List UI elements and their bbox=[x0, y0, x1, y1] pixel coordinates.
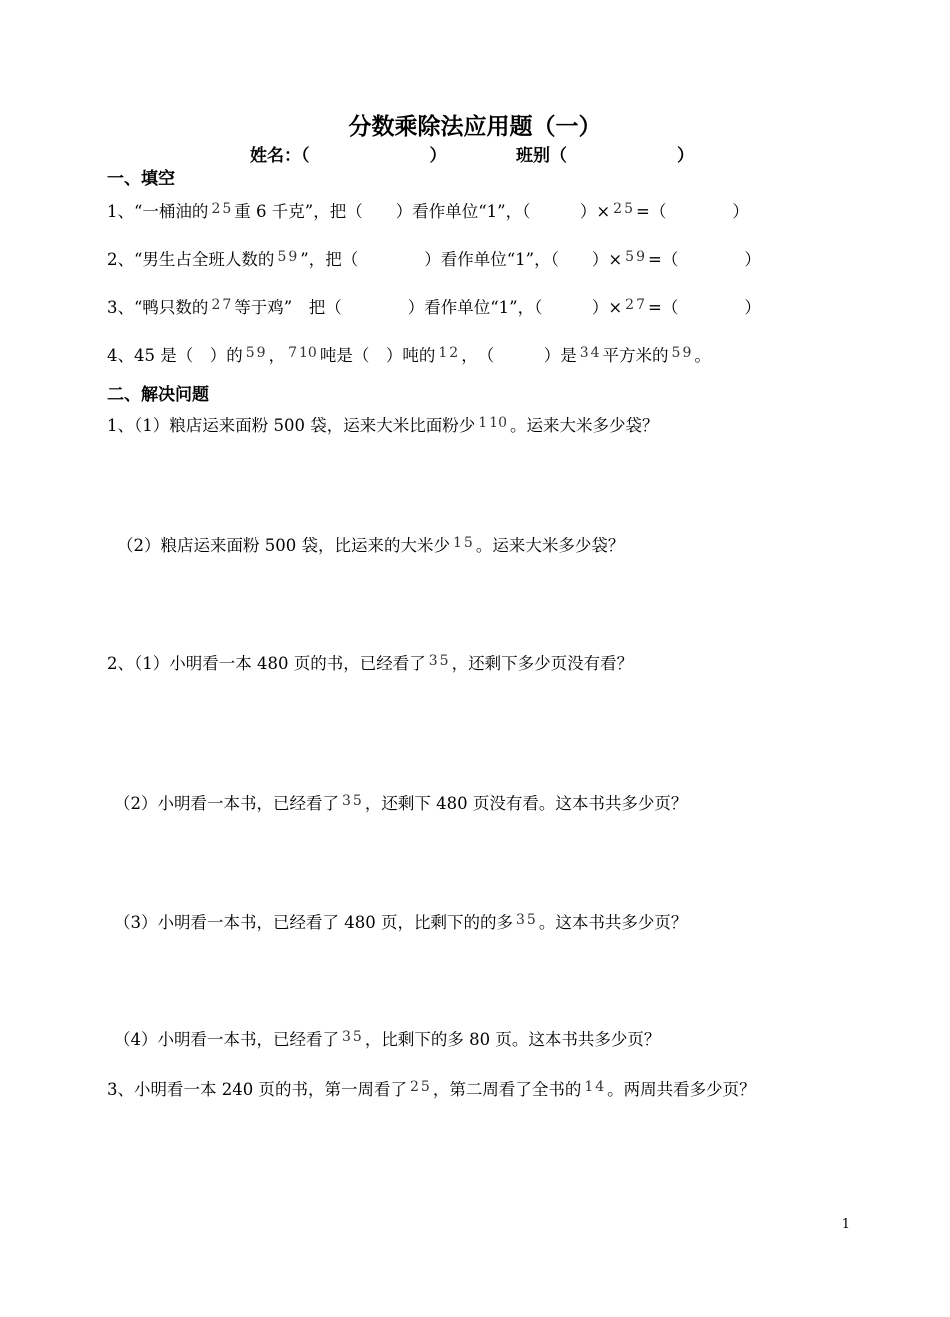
fraction: 5 9 bbox=[625, 249, 646, 266]
class-close: ） bbox=[677, 146, 694, 166]
page-number: 1 bbox=[841, 1217, 850, 1232]
class-label: 班别（ bbox=[516, 146, 567, 166]
text: 1、“一桶油的 bbox=[107, 202, 209, 221]
text: （2）小明看一本书，已经看了 bbox=[114, 794, 339, 813]
name-label: 姓名：（ bbox=[250, 146, 310, 166]
fraction: 3 5 bbox=[428, 653, 449, 670]
fraction: 2 5 bbox=[409, 1079, 430, 1096]
page-title: 分数乘除法应用题（一） bbox=[348, 113, 602, 140]
text: ，还剩下多少页没有看？ bbox=[451, 654, 634, 673]
problem-2-1 bbox=[107, 636, 633, 688]
text: =（ ） bbox=[648, 250, 761, 269]
text: 吨是（ ）吨的 bbox=[319, 346, 436, 365]
fraction: 3 5 bbox=[342, 1029, 362, 1046]
text: 。 bbox=[694, 346, 711, 365]
fraction: 3 5 bbox=[342, 793, 362, 810]
text: ， （ ）是 bbox=[461, 346, 577, 365]
text: 。两周共看多少页？ bbox=[607, 1080, 756, 1099]
text: ， bbox=[268, 346, 286, 365]
problem-3 bbox=[107, 1062, 756, 1114]
text: 。运来大米多少袋？ bbox=[475, 536, 625, 555]
text: 。运来大米多少袋？ bbox=[509, 416, 659, 435]
text: 重 6 千克”，把（ ）看作单位“1”，（ ）× bbox=[234, 202, 611, 221]
fraction: 1 4 bbox=[584, 1079, 605, 1096]
text: （3）小明看一本书，已经看了 480 页，比剩下的的多 bbox=[114, 913, 513, 932]
text: =（ ） bbox=[648, 298, 761, 317]
text: ，还剩下 480 页没有看。这本书共多少页？ bbox=[364, 794, 688, 813]
text: 2、（1）小明看一本 480 页的书，已经看了 bbox=[107, 654, 426, 673]
text: ，比剩下的多 80 页。这本书共多少页？ bbox=[364, 1030, 661, 1049]
text: （2）粮店运来面粉 500 袋，比运来的大米少 bbox=[117, 536, 450, 555]
fraction: 1 10 bbox=[478, 415, 507, 432]
problem-2-2 bbox=[114, 776, 687, 828]
section-problems-heading: 二、解决问题 bbox=[107, 385, 209, 405]
fill-question-1 bbox=[107, 184, 749, 236]
text: ”，把（ ）看作单位“1”，（ ）× bbox=[300, 250, 623, 269]
text: （4）小明看一本书，已经看了 bbox=[114, 1030, 339, 1049]
fill-question-3 bbox=[107, 280, 761, 332]
name-field bbox=[250, 141, 447, 166]
fraction: 3 4 bbox=[579, 345, 600, 362]
fraction: 3 5 bbox=[515, 912, 536, 929]
fraction: 1 5 bbox=[452, 535, 473, 552]
fill-question-2 bbox=[107, 232, 761, 284]
text: ，第二周看了全书的 bbox=[432, 1080, 582, 1099]
text: 1、（1）粮店运来面粉 500 袋，运来大米比面粉少 bbox=[107, 416, 476, 435]
section-fill-heading: 一、填空 bbox=[107, 169, 175, 189]
text: 3、小明看一本 240 页的书，第一周看了 bbox=[107, 1080, 407, 1099]
text: 平方米的 bbox=[602, 346, 669, 365]
text: 3、“鸭只数的 bbox=[107, 298, 209, 317]
problem-2-3 bbox=[114, 895, 687, 947]
fill-question-4 bbox=[107, 328, 711, 380]
text: =（ ） bbox=[636, 202, 749, 221]
problem-1-2 bbox=[117, 518, 624, 570]
class-field bbox=[516, 141, 694, 166]
fraction: 2 7 bbox=[211, 297, 232, 314]
text: 。这本书共多少页？ bbox=[538, 913, 688, 932]
fraction: 2 5 bbox=[211, 201, 232, 218]
text: 4、45 是（ ）的 bbox=[107, 346, 243, 365]
fraction: 2 7 bbox=[625, 297, 646, 314]
fraction: 1 2 bbox=[438, 345, 459, 362]
problem-1-1 bbox=[107, 398, 658, 450]
fraction: 7 10 bbox=[288, 345, 317, 362]
problem-2-4 bbox=[114, 1012, 660, 1064]
text: 等于鸡” 把（ ）看作单位“1”，（ ）× bbox=[234, 298, 623, 317]
fraction: 5 9 bbox=[245, 345, 266, 362]
name-close: ） bbox=[429, 146, 447, 166]
fraction: 2 5 bbox=[613, 201, 633, 218]
fraction: 5 9 bbox=[277, 249, 298, 266]
fraction: 5 9 bbox=[671, 345, 692, 362]
text: 2、“男生占全班人数的 bbox=[107, 250, 275, 269]
